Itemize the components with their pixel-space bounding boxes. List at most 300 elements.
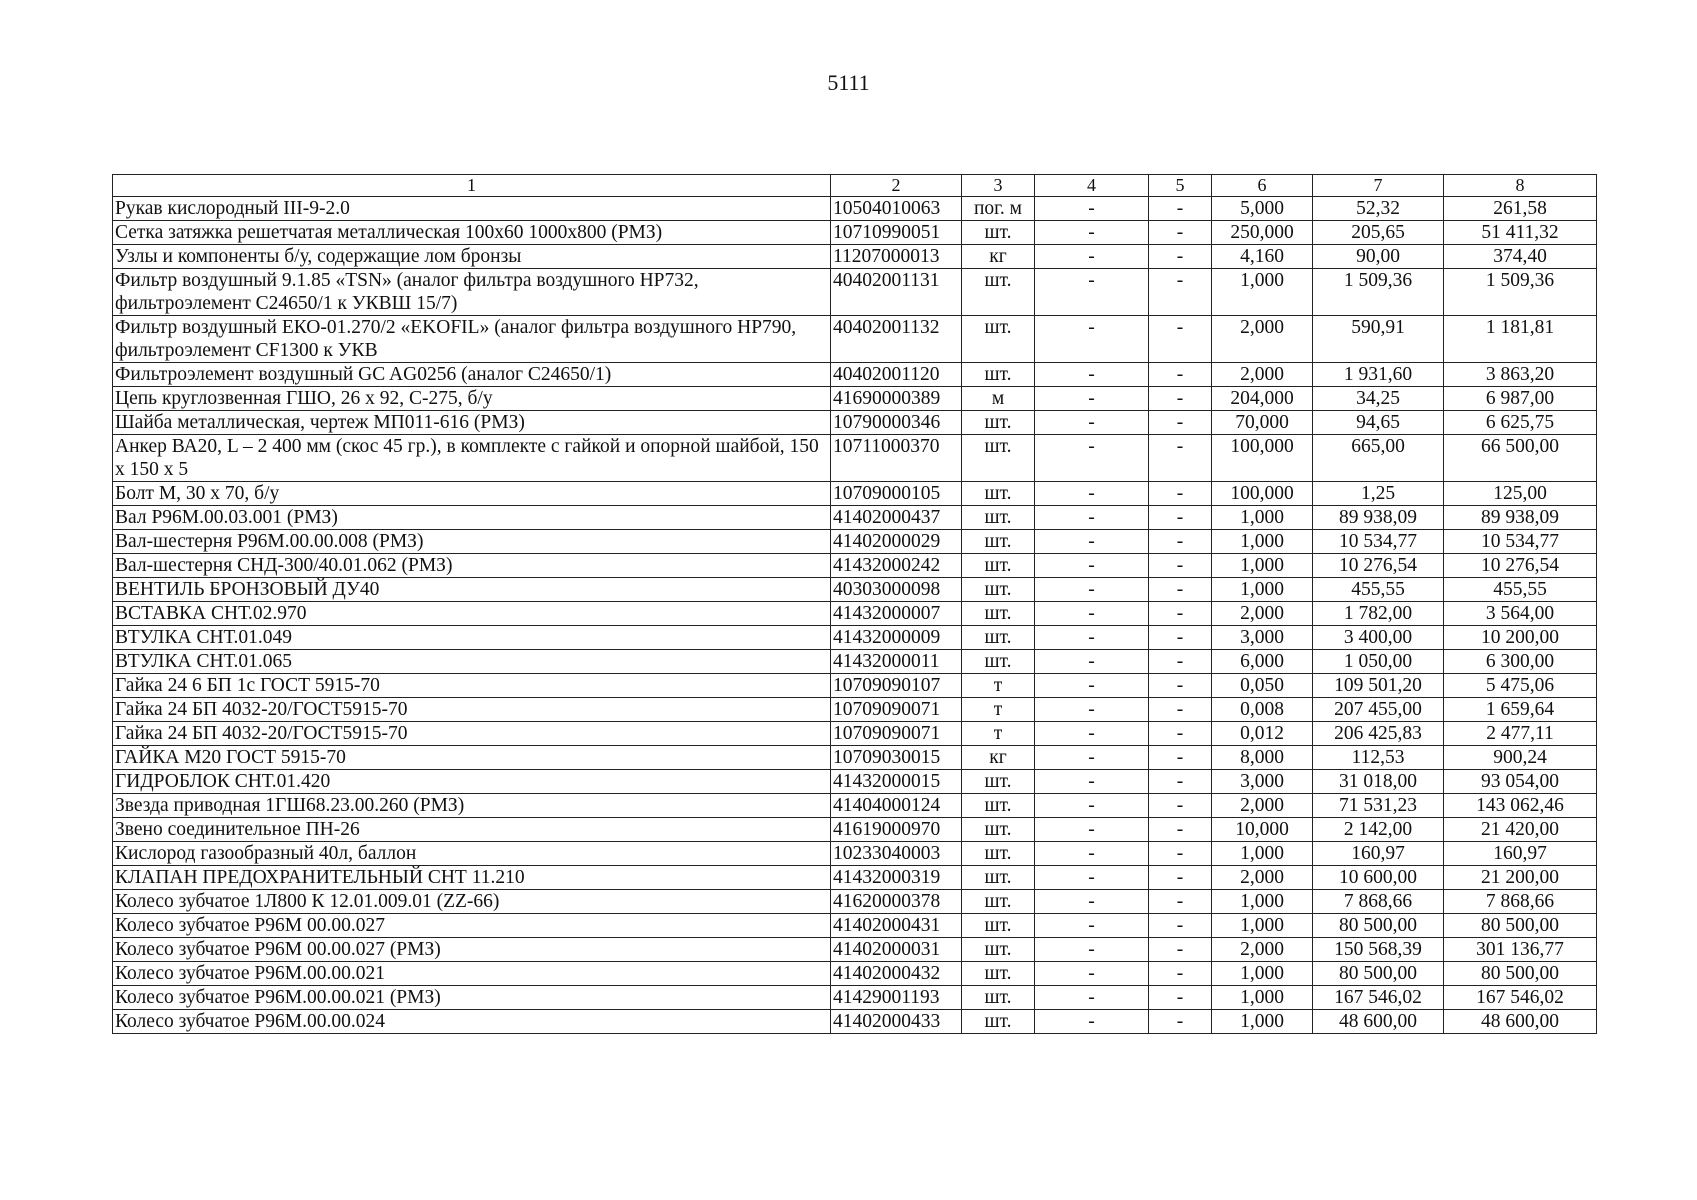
item-code-cell: 10709090107 <box>831 674 962 698</box>
column-5-cell: - <box>1149 578 1212 602</box>
table-row <box>113 938 1597 962</box>
column-header-4: 4 <box>1035 175 1149 197</box>
quantity-cell: 2,000 <box>1212 794 1313 818</box>
column-4-cell: - <box>1035 482 1149 506</box>
table-row <box>113 411 1597 435</box>
column-5-cell: - <box>1149 316 1212 363</box>
item-name-cell: Колесо зубчатое 1Л800 К 12.01.009.01 (ZZ-66) <box>113 890 831 914</box>
item-code-cell: 41432000319 <box>831 866 962 890</box>
column-header-8: 8 <box>1444 175 1597 197</box>
quantity-cell: 2,000 <box>1212 602 1313 626</box>
table-row <box>113 890 1597 914</box>
column-4-cell: - <box>1035 411 1149 435</box>
amount-cell: 2 477,11 <box>1444 722 1597 746</box>
amount-cell: 21 200,00 <box>1444 866 1597 890</box>
price-cell: 1 782,00 <box>1313 602 1444 626</box>
amount-cell: 455,55 <box>1444 578 1597 602</box>
price-cell: 455,55 <box>1313 578 1444 602</box>
quantity-cell: 1,000 <box>1212 890 1313 914</box>
column-4-cell: - <box>1035 866 1149 890</box>
item-name-cell: Фильтр воздушный 9.1.85 «TSN» (аналог фильтра воздушного НР732, фильтроэлемент С24650/1 к УКВШ 15/7) <box>113 269 831 316</box>
column-header-5: 5 <box>1149 175 1212 197</box>
unit-cell: шт. <box>962 411 1035 435</box>
unit-cell: шт. <box>962 770 1035 794</box>
item-name-cell: Фильтр воздушный ЕКО-01.270/2 «EKOFIL» (аналог фильтра воздушного НР790, фильтроэлемент CF1300 к УКВ <box>113 316 831 363</box>
item-code-cell: 10233040003 <box>831 842 962 866</box>
column-4-cell: - <box>1035 602 1149 626</box>
unit-cell: шт. <box>962 554 1035 578</box>
table-row <box>113 794 1597 818</box>
unit-cell: шт. <box>962 435 1035 482</box>
quantity-cell: 2,000 <box>1212 363 1313 387</box>
table-row <box>113 363 1597 387</box>
table-row <box>113 914 1597 938</box>
table-row <box>113 986 1597 1010</box>
column-4-cell: - <box>1035 626 1149 650</box>
item-name-cell: Вал-шестерня СНД-300/40.01.062 (РМЗ) <box>113 554 831 578</box>
quantity-cell: 2,000 <box>1212 316 1313 363</box>
item-code-cell: 41404000124 <box>831 794 962 818</box>
column-number-row <box>113 175 1597 197</box>
unit-cell: шт. <box>962 1010 1035 1034</box>
item-code-cell: 11207000013 <box>831 245 962 269</box>
column-4-cell: - <box>1035 1010 1149 1034</box>
quantity-cell: 6,000 <box>1212 650 1313 674</box>
quantity-cell: 1,000 <box>1212 914 1313 938</box>
price-cell: 150 568,39 <box>1313 938 1444 962</box>
table-row <box>113 818 1597 842</box>
table-row <box>113 387 1597 411</box>
column-5-cell: - <box>1149 866 1212 890</box>
unit-cell: шт. <box>962 938 1035 962</box>
table-row <box>113 435 1597 482</box>
price-cell: 10 600,00 <box>1313 866 1444 890</box>
item-code-cell: 40402001131 <box>831 269 962 316</box>
quantity-cell: 1,000 <box>1212 962 1313 986</box>
quantity-cell: 2,000 <box>1212 866 1313 890</box>
quantity-cell: 1,000 <box>1212 506 1313 530</box>
amount-cell: 89 938,09 <box>1444 506 1597 530</box>
amount-cell: 7 868,66 <box>1444 890 1597 914</box>
amount-cell: 374,40 <box>1444 245 1597 269</box>
price-cell: 52,32 <box>1313 197 1444 221</box>
item-code-cell: 41402000432 <box>831 962 962 986</box>
column-header-3: 3 <box>962 175 1035 197</box>
column-4-cell: - <box>1035 938 1149 962</box>
quantity-cell: 1,000 <box>1212 842 1313 866</box>
price-cell: 207 455,00 <box>1313 698 1444 722</box>
table-row <box>113 269 1597 316</box>
table-row <box>113 578 1597 602</box>
item-name-cell: Гайка 24 БП 4032-20/ГОСТ5915-70 <box>113 698 831 722</box>
item-code-cell: 41620000378 <box>831 890 962 914</box>
item-code-cell: 41432000242 <box>831 554 962 578</box>
table-row <box>113 316 1597 363</box>
column-4-cell: - <box>1035 698 1149 722</box>
column-4-cell: - <box>1035 650 1149 674</box>
item-code-cell: 41432000009 <box>831 626 962 650</box>
unit-cell: шт. <box>962 818 1035 842</box>
column-4-cell: - <box>1035 962 1149 986</box>
amount-cell: 125,00 <box>1444 482 1597 506</box>
price-cell: 34,25 <box>1313 387 1444 411</box>
amount-cell: 10 200,00 <box>1444 626 1597 650</box>
item-name-cell: Колесо зубчатое Р96М 00.00.027 (РМЗ) <box>113 938 831 962</box>
amount-cell: 143 062,46 <box>1444 794 1597 818</box>
column-5-cell: - <box>1149 650 1212 674</box>
unit-cell: шт. <box>962 316 1035 363</box>
item-name-cell: Звезда приводная 1ГШ68.23.00.260 (РМЗ) <box>113 794 831 818</box>
item-name-cell: ГАЙКА М20 ГОСТ 5915-70 <box>113 746 831 770</box>
item-code-cell: 10709090071 <box>831 698 962 722</box>
quantity-cell: 3,000 <box>1212 626 1313 650</box>
amount-cell: 1 509,36 <box>1444 269 1597 316</box>
table-row <box>113 506 1597 530</box>
item-name-cell: ВТУЛКА СНТ.01.049 <box>113 626 831 650</box>
column-5-cell: - <box>1149 938 1212 962</box>
price-cell: 7 868,66 <box>1313 890 1444 914</box>
price-cell: 167 546,02 <box>1313 986 1444 1010</box>
column-4-cell: - <box>1035 530 1149 554</box>
price-cell: 94,65 <box>1313 411 1444 435</box>
table-row <box>113 602 1597 626</box>
price-cell: 160,97 <box>1313 842 1444 866</box>
table-row <box>113 962 1597 986</box>
item-name-cell: Узлы и компоненты б/у, содержащие лом бронзы <box>113 245 831 269</box>
quantity-cell: 70,000 <box>1212 411 1313 435</box>
quantity-cell: 0,012 <box>1212 722 1313 746</box>
column-4-cell: - <box>1035 506 1149 530</box>
price-cell: 109 501,20 <box>1313 674 1444 698</box>
amount-cell: 10 534,77 <box>1444 530 1597 554</box>
table-row <box>113 698 1597 722</box>
item-name-cell: Гайка 24 6 БП 1с ГОСТ 5915-70 <box>113 674 831 698</box>
item-code-cell: 10790000346 <box>831 411 962 435</box>
quantity-cell: 2,000 <box>1212 938 1313 962</box>
price-cell: 1,25 <box>1313 482 1444 506</box>
unit-cell: шт. <box>962 530 1035 554</box>
item-name-cell: Фильтроэлемент воздушный GC AG0256 (аналог С24650/1) <box>113 363 831 387</box>
amount-cell: 6 625,75 <box>1444 411 1597 435</box>
price-cell: 590,91 <box>1313 316 1444 363</box>
price-cell: 206 425,83 <box>1313 722 1444 746</box>
table-row <box>113 245 1597 269</box>
unit-cell: шт. <box>962 890 1035 914</box>
column-4-cell: - <box>1035 674 1149 698</box>
quantity-cell: 1,000 <box>1212 578 1313 602</box>
item-code-cell: 41402000437 <box>831 506 962 530</box>
column-header-2: 2 <box>831 175 962 197</box>
column-4-cell: - <box>1035 842 1149 866</box>
item-code-cell: 41402000431 <box>831 914 962 938</box>
amount-cell: 6 987,00 <box>1444 387 1597 411</box>
column-4-cell: - <box>1035 269 1149 316</box>
unit-cell: т <box>962 674 1035 698</box>
amount-cell: 6 300,00 <box>1444 650 1597 674</box>
quantity-cell: 4,160 <box>1212 245 1313 269</box>
unit-cell: шт. <box>962 986 1035 1010</box>
table-row <box>113 650 1597 674</box>
item-name-cell: Гайка 24 БП 4032-20/ГОСТ5915-70 <box>113 722 831 746</box>
item-name-cell: ВСТАВКА СНТ.02.970 <box>113 602 831 626</box>
table-row <box>113 722 1597 746</box>
column-5-cell: - <box>1149 674 1212 698</box>
unit-cell: шт. <box>962 578 1035 602</box>
unit-cell: шт. <box>962 626 1035 650</box>
price-cell: 1 931,60 <box>1313 363 1444 387</box>
item-code-cell: 10709090071 <box>831 722 962 746</box>
column-4-cell: - <box>1035 221 1149 245</box>
quantity-cell: 204,000 <box>1212 387 1313 411</box>
item-name-cell: Вал-шестерня Р96М.00.00.008 (РМЗ) <box>113 530 831 554</box>
column-4-cell: - <box>1035 197 1149 221</box>
item-code-cell: 41432000007 <box>831 602 962 626</box>
quantity-cell: 10,000 <box>1212 818 1313 842</box>
table-row <box>113 530 1597 554</box>
table-row <box>113 770 1597 794</box>
price-cell: 71 531,23 <box>1313 794 1444 818</box>
column-4-cell: - <box>1035 435 1149 482</box>
table-row <box>113 674 1597 698</box>
unit-cell: шт. <box>962 842 1035 866</box>
column-5-cell: - <box>1149 722 1212 746</box>
item-name-cell: Колесо зубчатое Р96М.00.00.024 <box>113 1010 831 1034</box>
amount-cell: 66 500,00 <box>1444 435 1597 482</box>
item-name-cell: Звено соединительное ПН-26 <box>113 818 831 842</box>
price-cell: 665,00 <box>1313 435 1444 482</box>
column-4-cell: - <box>1035 578 1149 602</box>
item-code-cell: 41432000015 <box>831 770 962 794</box>
unit-cell: шт. <box>962 962 1035 986</box>
column-4-cell: - <box>1035 818 1149 842</box>
amount-cell: 5 475,06 <box>1444 674 1597 698</box>
column-5-cell: - <box>1149 269 1212 316</box>
quantity-cell: 5,000 <box>1212 197 1313 221</box>
quantity-cell: 0,050 <box>1212 674 1313 698</box>
unit-cell: м <box>962 387 1035 411</box>
quantity-cell: 1,000 <box>1212 554 1313 578</box>
amount-cell: 160,97 <box>1444 842 1597 866</box>
unit-cell: пог. м <box>962 197 1035 221</box>
column-4-cell: - <box>1035 746 1149 770</box>
price-cell: 80 500,00 <box>1313 914 1444 938</box>
item-code-cell: 41402000029 <box>831 530 962 554</box>
column-4-cell: - <box>1035 722 1149 746</box>
price-cell: 80 500,00 <box>1313 962 1444 986</box>
quantity-cell: 8,000 <box>1212 746 1313 770</box>
amount-cell: 48 600,00 <box>1444 1010 1597 1034</box>
quantity-cell: 1,000 <box>1212 1010 1313 1034</box>
item-name-cell: Кислород газообразный 40л, баллон <box>113 842 831 866</box>
column-5-cell: - <box>1149 530 1212 554</box>
price-cell: 2 142,00 <box>1313 818 1444 842</box>
quantity-cell: 100,000 <box>1212 482 1313 506</box>
unit-cell: т <box>962 722 1035 746</box>
column-5-cell: - <box>1149 602 1212 626</box>
quantity-cell: 0,008 <box>1212 698 1313 722</box>
item-name-cell: Вал Р96М.00.03.001 (РМЗ) <box>113 506 831 530</box>
column-5-cell: - <box>1149 363 1212 387</box>
item-name-cell: Болт М, 30 х 70, б/у <box>113 482 831 506</box>
item-code-cell: 41432000011 <box>831 650 962 674</box>
amount-cell: 51 411,32 <box>1444 221 1597 245</box>
column-4-cell: - <box>1035 554 1149 578</box>
column-4-cell: - <box>1035 245 1149 269</box>
item-name-cell: Шайба металлическая, чертеж МП011-616 (РМЗ) <box>113 411 831 435</box>
column-5-cell: - <box>1149 435 1212 482</box>
column-5-cell: - <box>1149 482 1212 506</box>
column-5-cell: - <box>1149 842 1212 866</box>
item-name-cell: Цепь круглозвенная ГШО, 26 х 92, С-275, б/у <box>113 387 831 411</box>
item-code-cell: 10504010063 <box>831 197 962 221</box>
price-cell: 90,00 <box>1313 245 1444 269</box>
price-cell: 205,65 <box>1313 221 1444 245</box>
quantity-cell: 250,000 <box>1212 221 1313 245</box>
unit-cell: шт. <box>962 482 1035 506</box>
item-name-cell: Колесо зубчатое Р96М.00.00.021 (РМЗ) <box>113 986 831 1010</box>
price-cell: 112,53 <box>1313 746 1444 770</box>
column-header-6: 6 <box>1212 175 1313 197</box>
column-4-cell: - <box>1035 770 1149 794</box>
item-code-cell: 40303000098 <box>831 578 962 602</box>
price-cell: 31 018,00 <box>1313 770 1444 794</box>
column-5-cell: - <box>1149 986 1212 1010</box>
item-name-cell: Сетка затяжка решетчатая металлическая 100х60 1000х800 (РМЗ) <box>113 221 831 245</box>
amount-cell: 80 500,00 <box>1444 914 1597 938</box>
price-cell: 3 400,00 <box>1313 626 1444 650</box>
unit-cell: шт. <box>962 269 1035 316</box>
item-code-cell: 41690000389 <box>831 387 962 411</box>
column-5-cell: - <box>1149 1010 1212 1034</box>
column-4-cell: - <box>1035 986 1149 1010</box>
column-4-cell: - <box>1035 387 1149 411</box>
column-5-cell: - <box>1149 197 1212 221</box>
unit-cell: кг <box>962 245 1035 269</box>
unit-cell: шт. <box>962 866 1035 890</box>
item-code-cell: 10709000105 <box>831 482 962 506</box>
unit-cell: шт. <box>962 794 1035 818</box>
amount-cell: 80 500,00 <box>1444 962 1597 986</box>
amount-cell: 167 546,02 <box>1444 986 1597 1010</box>
table-row <box>113 746 1597 770</box>
column-5-cell: - <box>1149 506 1212 530</box>
price-cell: 1 509,36 <box>1313 269 1444 316</box>
item-code-cell: 41402000031 <box>831 938 962 962</box>
item-name-cell: ГИДРОБЛОК СНТ.01.420 <box>113 770 831 794</box>
column-5-cell: - <box>1149 914 1212 938</box>
quantity-cell: 1,000 <box>1212 986 1313 1010</box>
unit-cell: шт. <box>962 506 1035 530</box>
column-header-7: 7 <box>1313 175 1444 197</box>
unit-cell: шт. <box>962 650 1035 674</box>
item-name-cell: Анкер ВА20, L – 2 400 мм (скос 45 гр.), в комплекте с гайкой и опорной шайбой, 150 х 150 х 5 <box>113 435 831 482</box>
amount-cell: 3 564,00 <box>1444 602 1597 626</box>
quantity-cell: 3,000 <box>1212 770 1313 794</box>
column-5-cell: - <box>1149 818 1212 842</box>
item-code-cell: 10709030015 <box>831 746 962 770</box>
column-5-cell: - <box>1149 698 1212 722</box>
amount-cell: 3 863,20 <box>1444 363 1597 387</box>
column-4-cell: - <box>1035 794 1149 818</box>
page-number: 5111 <box>827 70 870 95</box>
quantity-cell: 1,000 <box>1212 530 1313 554</box>
column-5-cell: - <box>1149 794 1212 818</box>
price-cell: 1 050,00 <box>1313 650 1444 674</box>
amount-cell: 21 420,00 <box>1444 818 1597 842</box>
column-5-cell: - <box>1149 554 1212 578</box>
table-row <box>113 842 1597 866</box>
table-row <box>113 1010 1597 1034</box>
item-name-cell: Рукав кислородный III-9-2.0 <box>113 197 831 221</box>
unit-cell: шт. <box>962 914 1035 938</box>
unit-cell: кг <box>962 746 1035 770</box>
column-5-cell: - <box>1149 221 1212 245</box>
column-5-cell: - <box>1149 746 1212 770</box>
table-row <box>113 482 1597 506</box>
table-row <box>113 626 1597 650</box>
item-name-cell: Колесо зубчатое Р96М.00.00.021 <box>113 962 831 986</box>
amount-cell: 900,24 <box>1444 746 1597 770</box>
column-4-cell: - <box>1035 914 1149 938</box>
amount-cell: 261,58 <box>1444 197 1597 221</box>
column-4-cell: - <box>1035 316 1149 363</box>
amount-cell: 93 054,00 <box>1444 770 1597 794</box>
item-name-cell: Колесо зубчатое Р96М 00.00.027 <box>113 914 831 938</box>
item-name-cell: ВЕНТИЛЬ БРОНЗОВЫЙ ДУ40 <box>113 578 831 602</box>
table-row <box>113 554 1597 578</box>
column-4-cell: - <box>1035 890 1149 914</box>
unit-cell: шт. <box>962 221 1035 245</box>
item-name-cell: ВТУЛКА СНТ.01.065 <box>113 650 831 674</box>
column-4-cell: - <box>1035 363 1149 387</box>
item-code-cell: 41402000433 <box>831 1010 962 1034</box>
item-code-cell: 10710990051 <box>831 221 962 245</box>
item-code-cell: 41429001193 <box>831 986 962 1010</box>
table-row <box>113 866 1597 890</box>
amount-cell: 1 659,64 <box>1444 698 1597 722</box>
price-cell: 10 534,77 <box>1313 530 1444 554</box>
unit-cell: т <box>962 698 1035 722</box>
price-cell: 10 276,54 <box>1313 554 1444 578</box>
amount-cell: 1 181,81 <box>1444 316 1597 363</box>
table-row <box>113 221 1597 245</box>
table-row <box>113 197 1597 221</box>
item-name-cell: КЛАПАН ПРЕДОХРАНИТЕЛЬНЫЙ СНТ 11.210 <box>113 866 831 890</box>
column-5-cell: - <box>1149 245 1212 269</box>
column-5-cell: - <box>1149 626 1212 650</box>
quantity-cell: 100,000 <box>1212 435 1313 482</box>
unit-cell: шт. <box>962 602 1035 626</box>
table-body <box>113 175 1597 1034</box>
price-cell: 89 938,09 <box>1313 506 1444 530</box>
quantity-cell: 1,000 <box>1212 269 1313 316</box>
item-code-cell: 41619000970 <box>831 818 962 842</box>
column-5-cell: - <box>1149 962 1212 986</box>
item-code-cell: 10711000370 <box>831 435 962 482</box>
item-code-cell: 40402001120 <box>831 363 962 387</box>
column-5-cell: - <box>1149 387 1212 411</box>
amount-cell: 10 276,54 <box>1444 554 1597 578</box>
column-5-cell: - <box>1149 770 1212 794</box>
unit-cell: шт. <box>962 363 1035 387</box>
price-cell: 48 600,00 <box>1313 1010 1444 1034</box>
amount-cell: 301 136,77 <box>1444 938 1597 962</box>
item-code-cell: 40402001132 <box>831 316 962 363</box>
column-header-1: 1 <box>113 175 831 197</box>
inventory-table <box>112 174 1597 1034</box>
column-5-cell: - <box>1149 411 1212 435</box>
column-5-cell: - <box>1149 890 1212 914</box>
